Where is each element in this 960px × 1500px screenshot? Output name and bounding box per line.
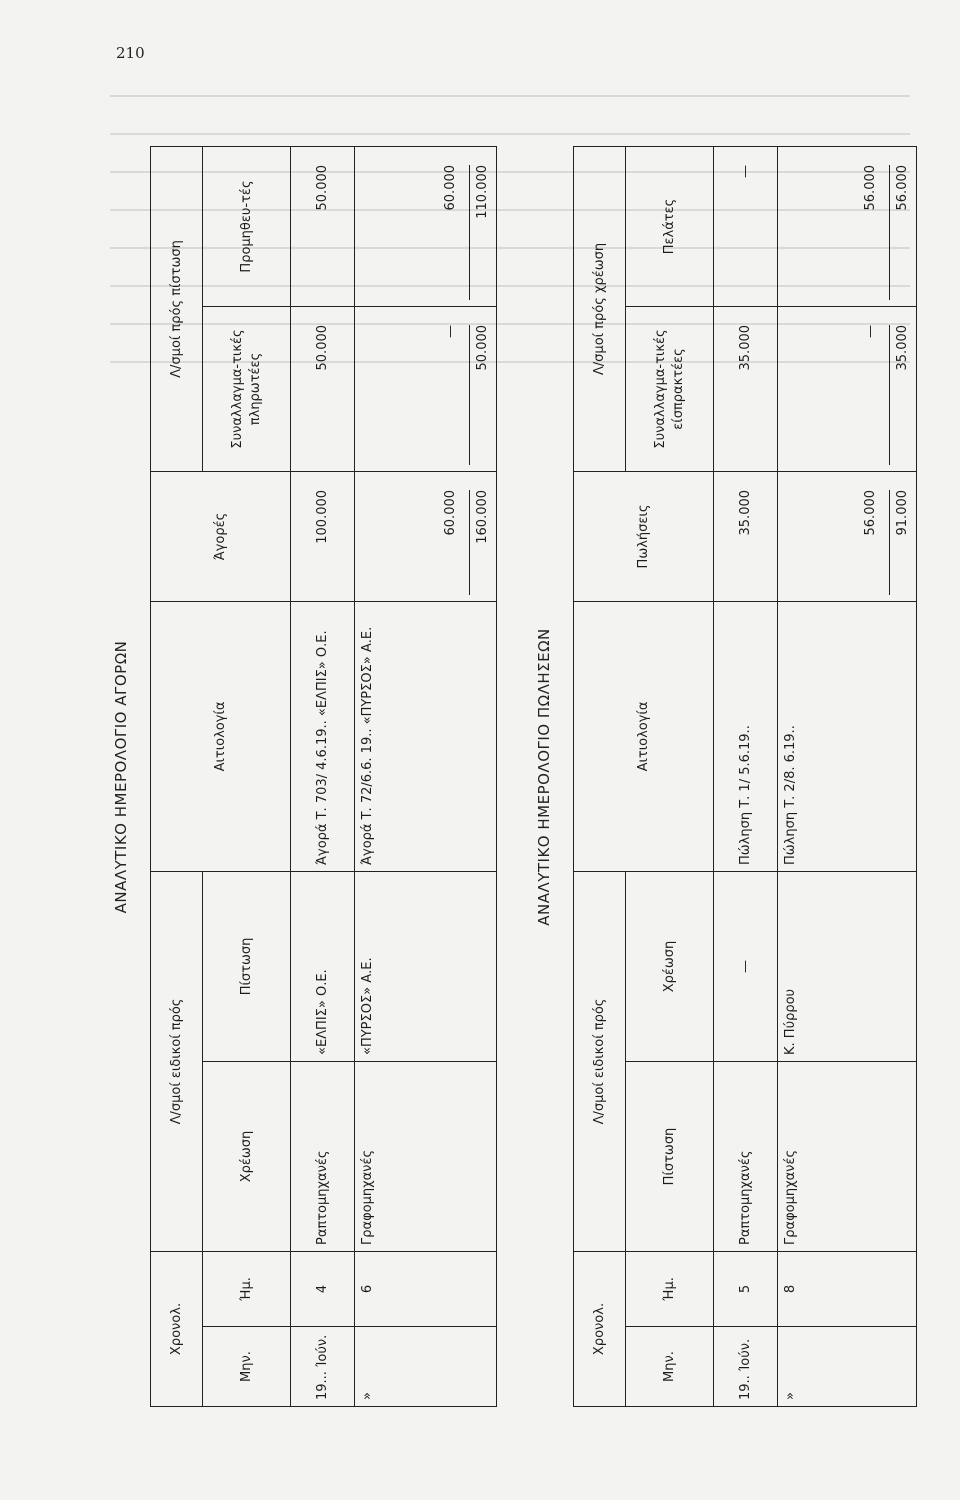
cell-bills: — [442,324,458,338]
header-reason: Αιτιολογία [574,601,714,871]
table-row [778,146,917,1406]
cell-bills: — [862,324,878,338]
cell-customers: 56.000 [862,164,878,211]
cell-sales-with-total [778,471,917,601]
cell-bills: 35.000 [714,306,778,471]
cell-suppliers: 60.000 [442,164,458,211]
cell-customers-with-total [778,146,917,306]
cell-month: 19.. Ίούν. [714,1327,778,1407]
header-credit-accounts: Λ/σμοί πρός πίστωση [151,146,203,471]
header-special-accounts: Λ/σμοί ειδικοί πρός [574,871,626,1251]
cell-debit: — [714,871,778,1061]
total-customers: 56.000 [889,165,912,300]
cell-purchases: 60.000 [442,489,458,536]
header-bills-payable: Συναλλαγμα-τικές πληρωτέες [203,306,291,471]
cell-credit: Ραπτομηχανές [714,1062,778,1252]
total-purchases: 160.000 [469,490,492,595]
cell-reason: Άγορά Τ. 703/ 4.6.19.. «ΕΛΠΙΣ» Ο.Ε. [291,601,355,871]
cell-reason: Άγορά Τ. 72/6.6. 19.. «ΠΥΡΣΟΣ» Α.Ε. [355,601,497,871]
header-debit: Χρέωση [626,871,714,1061]
cell-debit: Γραφομηχανές [355,1062,497,1252]
header-purchases: Άγορές [151,471,291,601]
page-number: 210 [116,44,145,62]
cell-bills: 50.000 [291,306,355,471]
header-debit-accounts: Λ/σμοί πρός χρέωση [574,146,626,471]
cell-month: 19... Ίούν. [291,1327,355,1407]
header-debit: Χρέωση [203,1062,291,1252]
cell-month: » [778,1327,917,1407]
cell-month: » [355,1327,497,1407]
header-credit: Πίστωση [203,871,291,1061]
cell-reason: Πώληση Τ. 2/8. 6.19.. [778,601,917,871]
sales-journal [535,147,916,1407]
cell-day: 4 [291,1252,355,1327]
purchases-journal-table [150,146,497,1407]
cell-credit: Γραφομηχανές [778,1062,917,1252]
header-month: Μην. [626,1327,714,1407]
purchases-journal-title: ΑΝΑΛΥΤΙΚΟ ΗΜΕΡΟΛΟΓΙΟ ΑΓΟΡΩΝ [112,640,130,914]
cell-day: 6 [355,1252,497,1327]
cell-bills-with-total [355,306,497,471]
table-row [291,146,355,1406]
cell-bills-with-total [778,306,917,471]
header-sales: Πωλήσεις [574,471,714,601]
header-reason: Αιτιολογία [151,601,291,871]
cell-credit: «ΠΥΡΣΟΣ» Α.Ε. [355,871,497,1061]
cell-day: 8 [778,1252,917,1327]
cell-reason: Πώληση Τ. 1/ 5.6.19.. [714,601,778,871]
table-row [714,146,778,1406]
cell-credit: «ΕΛΠΙΣ» Ο.Ε. [291,871,355,1061]
total-bills: 50.000 [469,325,492,465]
cell-day: 5 [714,1252,778,1327]
total-suppliers: 110.000 [469,165,492,300]
header-day: Ήμ. [203,1252,291,1327]
cell-purchases-with-total [355,471,497,601]
header-bills-receivable: Συναλλαγμα-τικές είσπρακτέες [626,306,714,471]
cell-sales: 56.000 [862,489,878,536]
header-day: Ήμ. [626,1252,714,1327]
header-special-accounts: Λ/σμοί ειδικοί πρός [151,871,203,1251]
total-bills: 35.000 [889,325,912,465]
sales-journal-table [573,146,917,1407]
cell-suppliers: 50.000 [291,146,355,306]
header-chrono: Χρονολ. [574,1252,626,1407]
cell-sales: 35.000 [714,471,778,601]
cell-purchases: 100.000 [291,471,355,601]
cell-suppliers-with-total [355,146,497,306]
sales-journal-title: ΑΝΑΛΥΤΙΚΟ ΗΜΕΡΟΛΟΓΙΟ ΠΩΛΗΣΕΩΝ [535,628,553,926]
cell-debit: Ραπτομηχανές [291,1062,355,1252]
total-sales: 91.000 [889,490,912,595]
header-month: Μην. [203,1327,291,1407]
table-row [355,146,497,1406]
header-customers: Πελάτες [626,146,714,306]
cell-customers: — [714,146,778,306]
purchases-journal [112,147,496,1407]
header-suppliers: Προμηθευ-τές [203,146,291,306]
header-credit: Πίστωση [626,1062,714,1252]
header-chrono: Χρονολ. [151,1252,203,1407]
cell-debit: Κ. Πύρρου [778,871,917,1061]
